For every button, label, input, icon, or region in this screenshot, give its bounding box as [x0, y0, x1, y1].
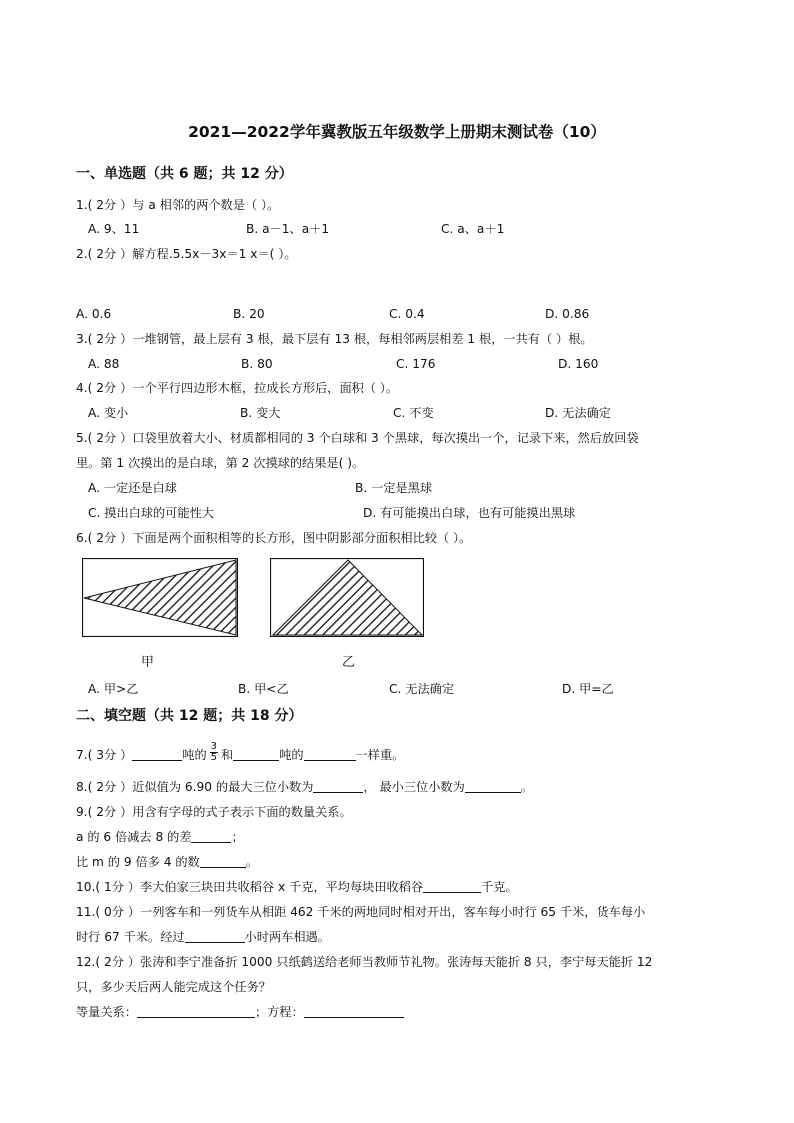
question-6-option-b: B. 甲<乙 — [238, 682, 289, 696]
question-8-text: 。 — [520, 780, 533, 794]
question-5-option-b: B. 一定是黑球 — [355, 481, 433, 495]
question-2-option-a: A. 0.6 — [76, 307, 112, 321]
question-7-text: 吨的 — [182, 748, 207, 762]
question-3-option-d: D. 160 — [558, 357, 599, 371]
question-9-text: ； — [231, 830, 244, 844]
section-heading-fill-in: 二、填空题（共 12 题；共 18 分） — [76, 708, 303, 724]
question-9-text: a 的 6 倍减去 8 的差 — [76, 830, 192, 844]
question-9-part-1 — [76, 829, 244, 845]
figure-jia — [82, 558, 238, 637]
figure-yi — [270, 558, 424, 637]
answer-blank[interactable] — [233, 748, 279, 761]
question-1-option-a: A. 9、11 — [88, 222, 140, 236]
question-6-option-a: A. 甲>乙 — [88, 682, 139, 696]
question-9-stem: 9.( 2分 ）用含有字母的式子表示下面的数量关系。 — [76, 805, 352, 819]
question-8-text: ， 最小三位小数为 — [363, 780, 465, 794]
question-4-stem: 4.( 2分 ）一个平行四边形木框，拉成长方形后，面积（ ）。 — [76, 381, 399, 395]
question-12-line1: 12.( 2分 ）张涛和李宁准备折 1000 只纸鹤送给老师当教师节礼物。张涛每天能折 8 只，李宁每天能折 12 — [76, 955, 653, 969]
question-11-text: 小时两车相遇。 — [244, 930, 330, 944]
question-4-option-a: A. 变小 — [88, 406, 129, 420]
question-6-option-c: C. 无法确定 — [389, 682, 455, 696]
question-12-line2: 只，多少天后两人能完成这个任务？ — [76, 980, 271, 994]
question-3-option-a: A. 88 — [88, 357, 120, 371]
question-12-line3 — [76, 1004, 404, 1020]
answer-blank[interactable] — [185, 930, 245, 943]
question-1-stem: 1.( 2分 ）与 a 相邻的两个数是（ ）。 — [76, 198, 280, 212]
question-6-option-d: D. 甲=乙 — [562, 682, 614, 696]
question-11-line2 — [76, 929, 330, 945]
question-2-stem: 2.( 2分 ）解方程.5.5x－3x＝1 x＝( ）。 — [76, 247, 297, 261]
question-9-text: 比 m 的 9 倍多 4 的数 — [76, 855, 200, 869]
answer-blank[interactable] — [132, 748, 182, 761]
fraction-numerator: 3 — [210, 741, 218, 752]
question-9-text: 。 — [245, 855, 258, 869]
question-1-option-c: C. a、a＋1 — [441, 222, 505, 236]
question-7 — [76, 741, 405, 766]
question-6-stem: 6.( 2分 ）下面是两个面积相等的长方形，图中阴影部分面积相比较（ ）。 — [76, 531, 472, 545]
figure-label-jia: 甲 — [141, 655, 155, 670]
question-7-prefix: 7.( 3分 ） — [76, 748, 133, 762]
question-12-text: ；方程： — [254, 1005, 304, 1019]
question-10 — [76, 879, 518, 895]
answer-blank[interactable] — [200, 855, 246, 868]
question-8 — [76, 779, 533, 795]
question-4-option-d: D. 无法确定 — [545, 406, 611, 420]
question-11-line1: 11.( 0分 ）一列客车和一列货车从相距 462 千米的两地同时相对开出，客车每小时行 65 千米，货车每小 — [76, 905, 646, 919]
question-11-text: 时行 67 千米。经过 — [76, 930, 185, 944]
figure-label-yi: 乙 — [342, 655, 356, 670]
answer-blank[interactable] — [313, 780, 363, 793]
answer-blank[interactable] — [423, 880, 481, 893]
section-heading-multiple-choice: 一、单选题（共 6 题；共 12 分） — [76, 166, 293, 182]
question-5-stem-line1: 5.( 2分 ）口袋里放着大小、材质都相同的 3 个白球和 3 个黑球，每次摸出一个，记录下来，然后放回袋 — [76, 431, 639, 445]
question-8-text: 8.( 2分 ）近似值为 6.90 的最大三位小数为 — [76, 780, 314, 794]
question-4-option-b: B. 变大 — [240, 406, 281, 420]
answer-blank[interactable] — [137, 1005, 255, 1018]
question-12-text: 等量关系： — [76, 1005, 137, 1019]
question-4-option-c: C. 不变 — [393, 406, 434, 420]
question-3-option-b: B. 80 — [241, 357, 273, 371]
question-3-stem: 3.( 2分 ）一堆钢管，最上层有 3 根，最下层有 13 根，每相邻两层相差 1 根，一共有（ ）根。 — [76, 332, 593, 346]
fraction-denominator: 5 — [210, 752, 218, 763]
answer-blank[interactable] — [191, 830, 231, 843]
question-7-text: 一样重。 — [355, 748, 405, 762]
question-9-part-2 — [76, 854, 258, 870]
question-3-option-c: C. 176 — [396, 357, 436, 371]
page-title: 2021—2022学年冀教版五年级数学上册期末测试卷（10） — [188, 123, 606, 141]
question-7-text: 吨的 — [279, 748, 304, 762]
answer-blank[interactable] — [304, 748, 356, 761]
question-5-option-a: A. 一定还是白球 — [88, 481, 177, 495]
question-7-text: 和 — [221, 748, 234, 762]
question-5-option-d: D. 有可能摸出白球，也有可能摸出黑球 — [363, 506, 576, 520]
question-10-text: 10.( 1分 ）李大伯家三块田共收稻谷 x 千克，平均每块田收稻谷 — [76, 880, 424, 894]
answer-blank[interactable] — [304, 1005, 404, 1018]
question-10-text: 千克。 — [481, 880, 518, 894]
fraction-three-fifths — [210, 742, 218, 763]
question-5-option-c: C. 摸出白球的可能性大 — [88, 506, 214, 520]
answer-blank[interactable] — [465, 780, 521, 793]
question-2-option-c: C. 0.4 — [389, 307, 425, 321]
question-2-option-b: B. 20 — [233, 307, 265, 321]
question-5-stem-line2: 里。第 1 次摸出的是白球，第 2 次摸球的结果是( )。 — [76, 456, 365, 470]
question-1-option-b: B. a－1、a＋1 — [246, 222, 330, 236]
question-2-option-d: D. 0.86 — [545, 307, 590, 321]
